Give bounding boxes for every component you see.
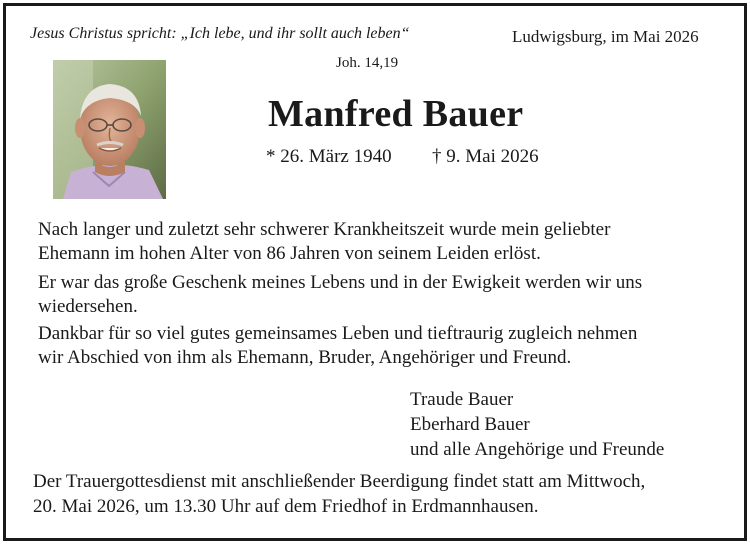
paragraph-2 <box>38 271 642 318</box>
deceased-name: Manfred Bauer <box>268 93 524 135</box>
portrait-photo <box>53 60 166 199</box>
signer-name: Traude Bauer <box>410 389 514 410</box>
paragraph-3-line-2: wir Abschied von ihm als Ehemann, Bruder, Angehöriger und Freund. <box>38 346 572 368</box>
birth-date: * 26. März 1940 <box>266 146 392 167</box>
paragraph-2-line-2: wiedersehen. <box>38 295 138 317</box>
bible-quote-reference: Joh. 14,19 <box>336 55 399 71</box>
signer-name: und alle Angehörige und Freunde <box>410 439 665 460</box>
death-date: † 9. Mai 2026 <box>432 146 539 167</box>
signer-name: Eberhard Bauer <box>410 414 530 435</box>
funeral-service-info <box>33 469 645 519</box>
service-line-2: 20. Mai 2026, um 13.30 Uhr auf dem Friedhof in Erdmannhausen. <box>33 496 539 517</box>
portrait-image <box>53 60 166 199</box>
paragraph-3-line-1: Dankbar für so viel gutes gemeinsames Leben und tieftraurig zugleich nehmen <box>38 323 638 344</box>
paragraph-2-line-1: Er war das große Geschenk meines Lebens und in der Ewigkeit werden wir uns <box>38 272 643 293</box>
place-and-date: Ludwigsburg, im Mai 2026 <box>512 27 699 46</box>
bible-quote: Jesus Christus spricht: „Ich lebe, und ihr sollt auch leben“ <box>30 25 410 42</box>
signers-block <box>410 387 664 462</box>
paragraph-3 <box>38 322 637 369</box>
paragraph-1 <box>38 218 610 265</box>
paragraph-1-line-1: Nach langer und zuletzt sehr schwerer Krankheitszeit wurde mein geliebter <box>38 219 611 240</box>
paragraph-1-line-2: Ehemann im hohen Alter von 86 Jahren von seinem Leiden erlöst. <box>38 242 541 264</box>
service-line-1: Der Trauergottesdienst mit anschließender Beerdigung findet statt am Mittwoch, <box>33 471 646 492</box>
